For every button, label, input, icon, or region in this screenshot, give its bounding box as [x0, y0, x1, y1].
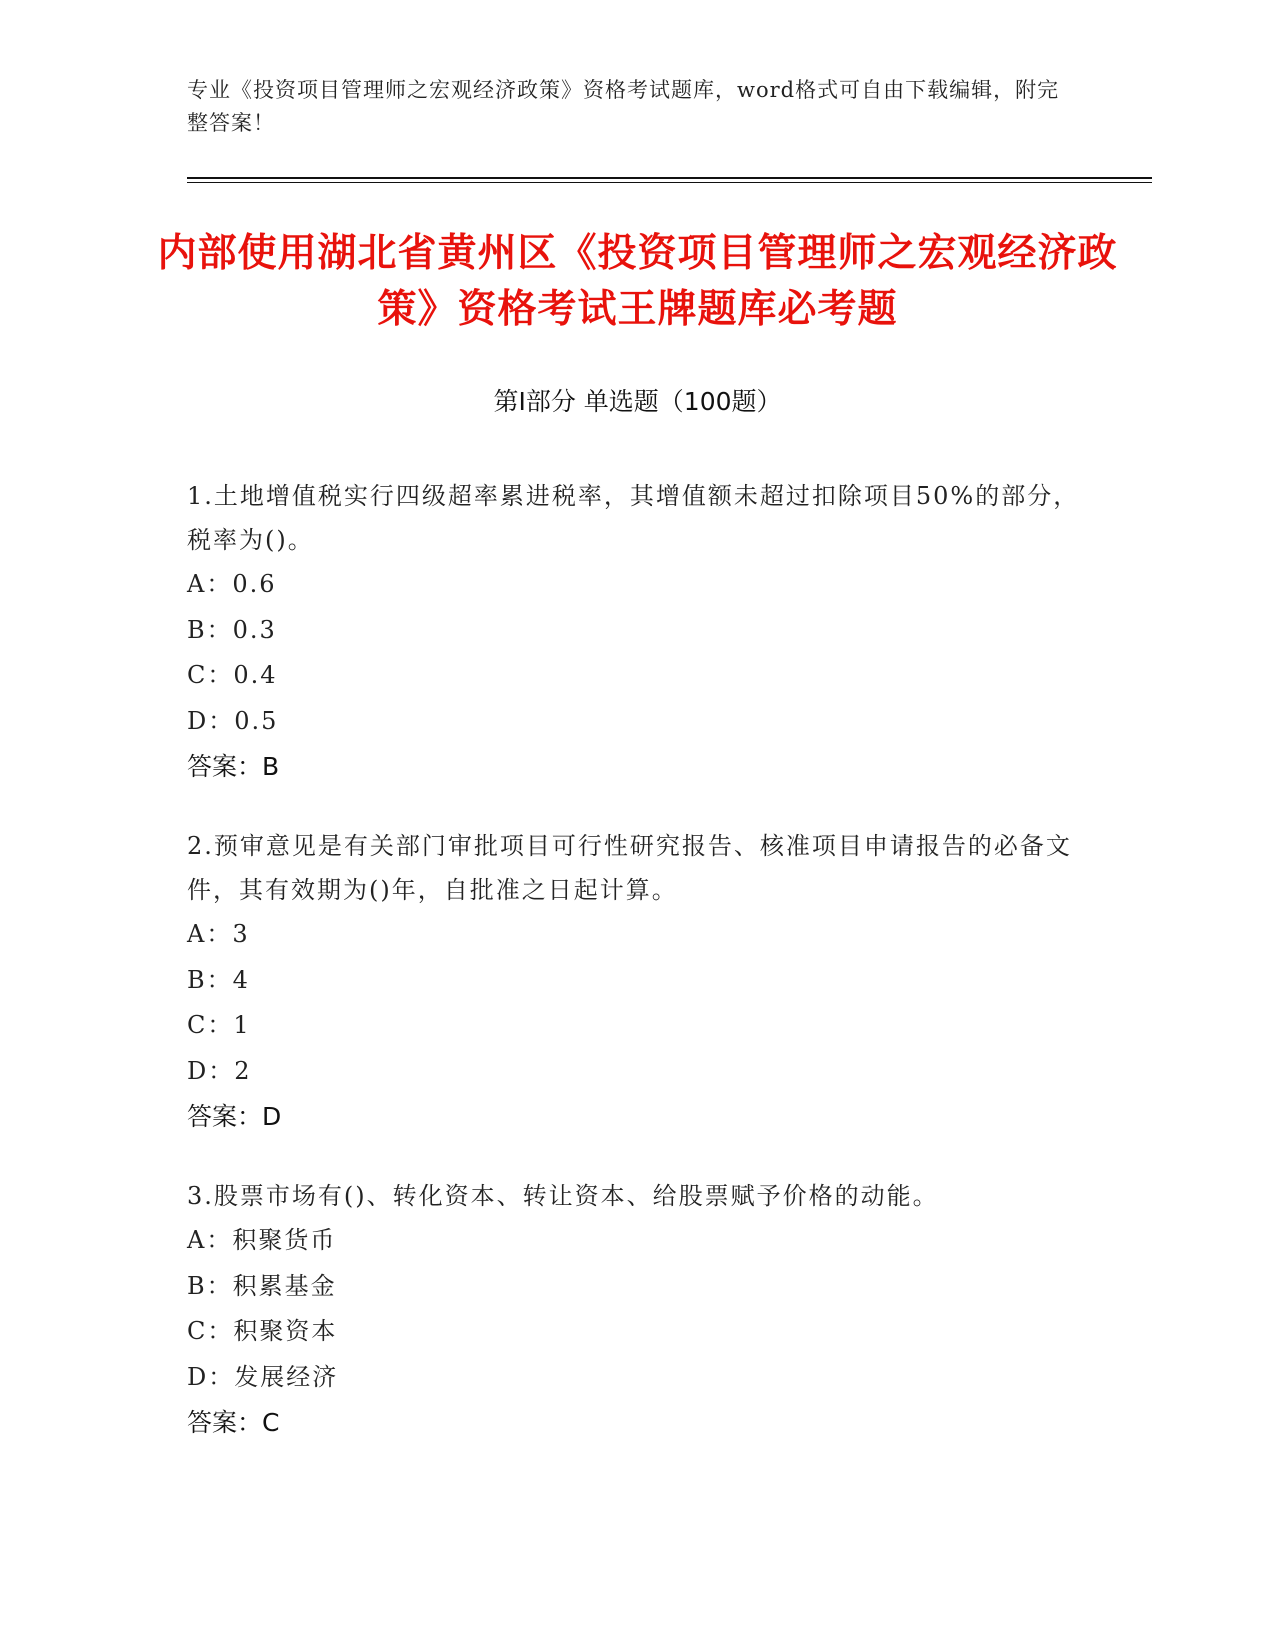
- question-1: [187, 474, 1087, 790]
- header-rule-thin: [187, 182, 1152, 183]
- question-3: [187, 1174, 1087, 1446]
- header-note: 专业《投资项目管理师之宏观经济政策》资格考试题库，word格式可自由下载编辑，附完整答案！: [187, 78, 1060, 135]
- question-2: [187, 824, 1087, 1140]
- option-a: A：0.6: [187, 570, 277, 598]
- question-list: [187, 474, 1087, 1480]
- question-stem: 2.预审意见是有关部门审批项目可行性研究报告、核准项目申请报告的必备文件，其有效期为()年，自批准之日起计算。: [187, 832, 1072, 904]
- option-b: B：0.3: [187, 615, 277, 644]
- option-c: C：积聚资本: [187, 1317, 338, 1345]
- option-b: B：4: [187, 965, 250, 994]
- answer: 答案：C: [187, 1408, 280, 1437]
- option-a: A：积聚货币: [187, 1226, 337, 1254]
- answer: 答案：D: [187, 1102, 282, 1131]
- document-title: 内部使用湖北省黄州区《投资项目管理师之宏观经济政策》资格考试王牌题库必考题: [157, 231, 1118, 332]
- option-c: C：0.4: [187, 661, 278, 689]
- header-rule-thick: [187, 177, 1152, 179]
- option-d: D：发展经济: [187, 1362, 339, 1391]
- section-heading: 第Ⅰ部分 单选题（100题）: [493, 387, 782, 416]
- option-c: C：1: [187, 1011, 251, 1039]
- question-stem: 1.土地增值税实行四级超率累进税率，其增值额未超过扣除项目50%的部分，税率为()。: [187, 482, 1080, 554]
- option-d: D：2: [187, 1056, 252, 1085]
- option-b: B：积累基金: [187, 1271, 337, 1300]
- answer: 答案：B: [187, 752, 280, 781]
- option-a: A：3: [187, 920, 250, 948]
- question-stem: 3.股票市场有()、转化资本、转让资本、给股票赋予价格的动能。: [187, 1182, 939, 1210]
- option-d: D：0.5: [187, 706, 279, 735]
